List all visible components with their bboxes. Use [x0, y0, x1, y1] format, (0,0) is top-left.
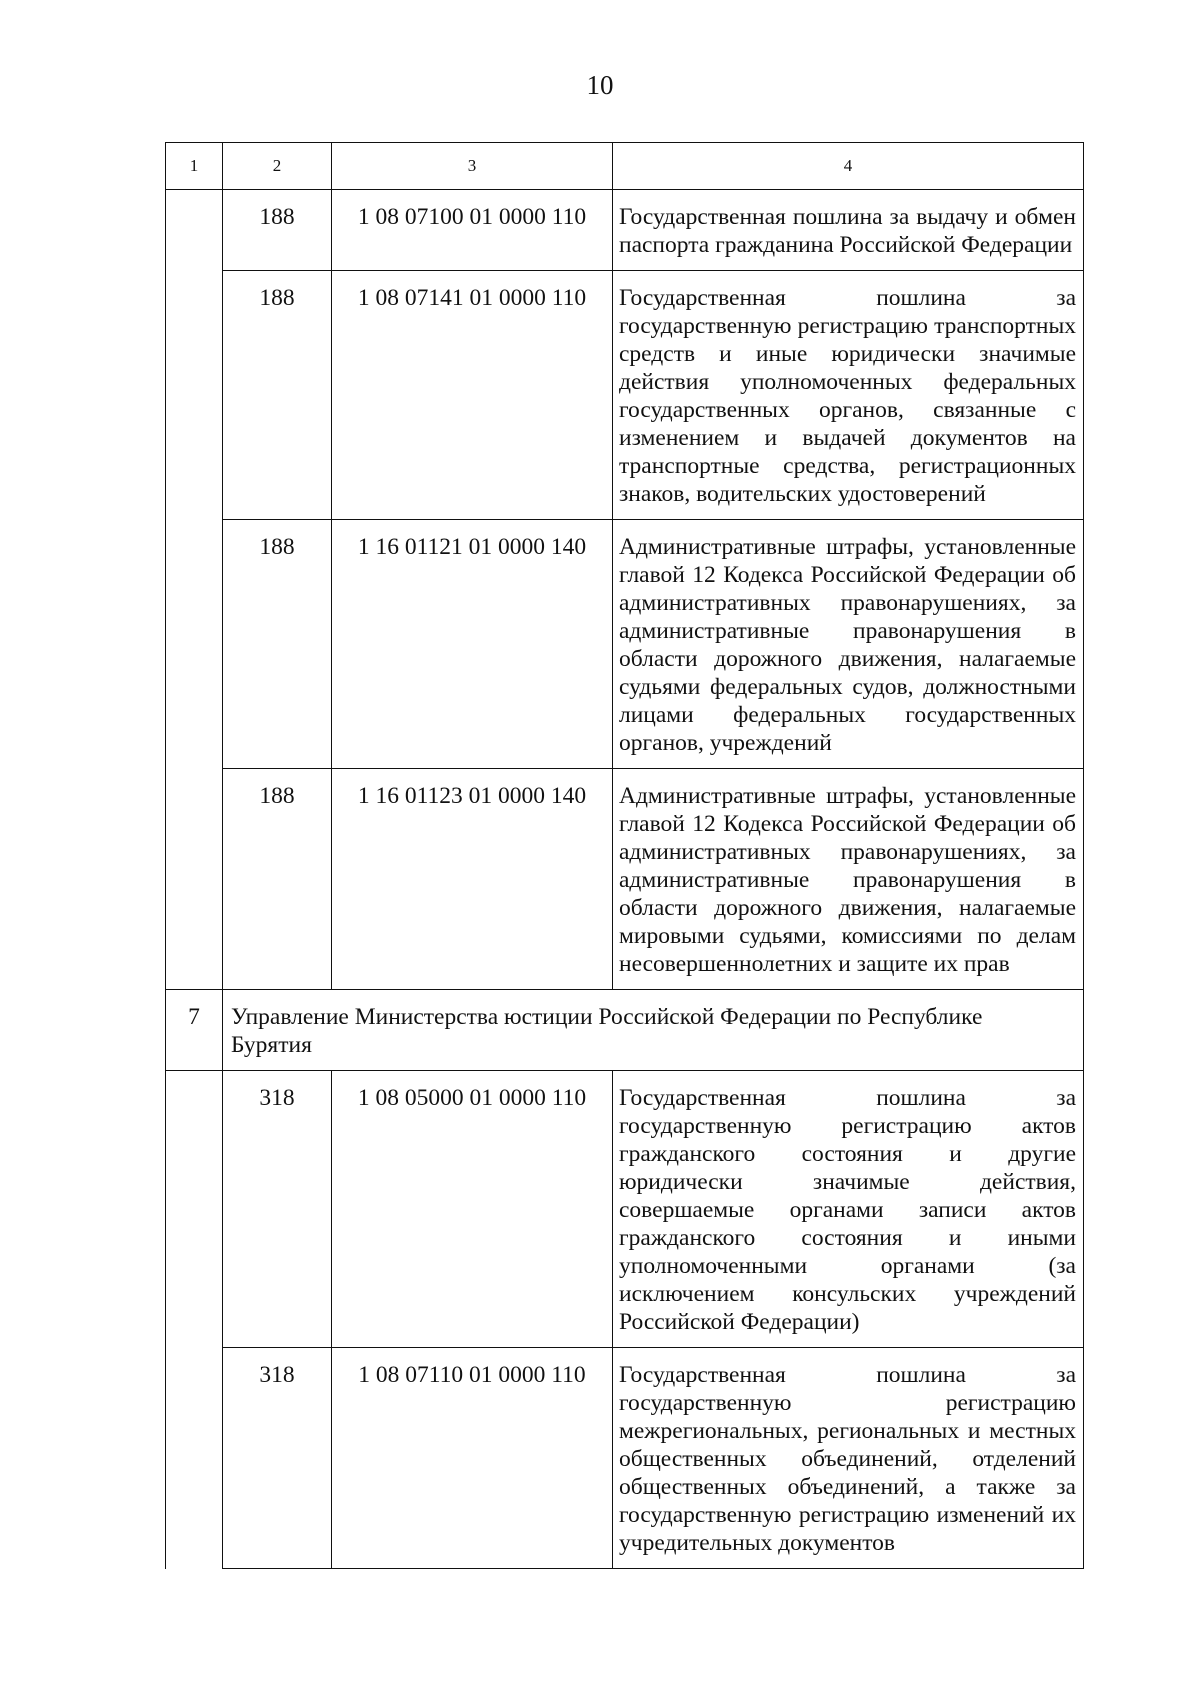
header-col-2: 2 — [223, 143, 332, 190]
table-row — [166, 1071, 1084, 1348]
income-code-cell: 1 08 07141 01 0000 110 — [332, 271, 613, 520]
organization-row — [166, 990, 1084, 1071]
table-row — [166, 520, 1084, 769]
income-name-cell: Государственная пошлина за государственную регистрацию транспортных средств и иные юридически значимые действия уполномоченных федеральных государственных органов, связанные с изменением и выдачей документов на транспортные средства, регистрационных знаков, водительских удостоверений — [613, 271, 1084, 520]
empty-number-cell — [166, 190, 223, 990]
income-name-cell: Государственная пошлина за государственную регистрацию межрегиональных, региональных и местных общественных объединений, отделений общественных объединений, а также за государственную регистрацию изменений их учредительных документов — [613, 1348, 1084, 1569]
income-code-cell: 1 08 07110 01 0000 110 — [332, 1348, 613, 1569]
admin-code-cell: 188 — [223, 190, 332, 271]
header-col-1: 1 — [166, 143, 223, 190]
income-codes-table — [165, 142, 1084, 1569]
admin-code-cell: 188 — [223, 271, 332, 520]
organization-number: 7 — [166, 990, 223, 1071]
income-code-cell: 1 08 05000 01 0000 110 — [332, 1071, 613, 1348]
organization-name: Управление Министерства юстиции Российской Федерации по Республике Бурятия — [223, 990, 1084, 1071]
header-col-3: 3 — [332, 143, 613, 190]
table-row — [166, 1348, 1084, 1569]
empty-number-cell — [166, 1071, 223, 1569]
admin-code-cell: 188 — [223, 769, 332, 990]
income-name-cell: Административные штрафы, установленные главой 12 Кодекса Российской Федерации об административных правонарушениях, за административные правонарушения в области дорожного движения, налагаемые судьями федеральных судов, должностными лицами федеральных государственных органов, учреждений — [613, 520, 1084, 769]
income-code-cell: 1 16 01123 01 0000 140 — [332, 769, 613, 990]
admin-code-cell: 318 — [223, 1348, 332, 1569]
table-header-row — [166, 143, 1084, 190]
income-name-cell: Административные штрафы, установленные главой 12 Кодекса Российской Федерации об административных правонарушениях, за административные правонарушения в области дорожного движения, налагаемые мировыми судьями, комиссиями по делам несовершеннолетних и защите их прав — [613, 769, 1084, 990]
table-row — [166, 190, 1084, 271]
header-col-4: 4 — [613, 143, 1084, 190]
admin-code-cell: 318 — [223, 1071, 332, 1348]
income-name-cell: Государственная пошлина за государственную регистрацию актов гражданского состояния и другие юридически значимые действия, совершаемые органами записи актов гражданского состояния и иными уполномоченными органами (за исключением консульских учреждений Российской Федерации) — [613, 1071, 1084, 1348]
table-row — [166, 271, 1084, 520]
income-code-cell: 1 16 01121 01 0000 140 — [332, 520, 613, 769]
income-name-cell: Государственная пошлина за выдачу и обмен паспорта гражданина Российской Федерации — [613, 190, 1084, 271]
table-row — [166, 769, 1084, 990]
admin-code-cell: 188 — [223, 520, 332, 769]
page-number: 10 — [586, 70, 614, 100]
income-code-cell: 1 08 07100 01 0000 110 — [332, 190, 613, 271]
